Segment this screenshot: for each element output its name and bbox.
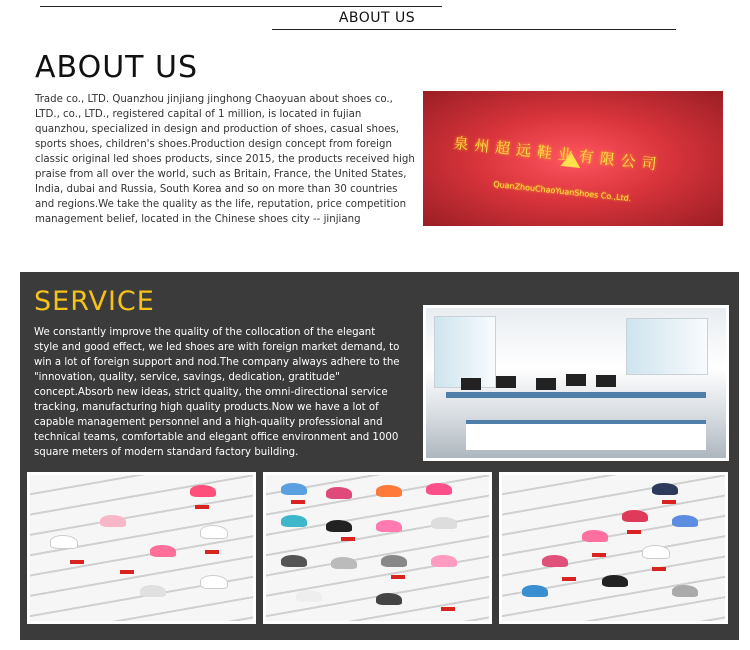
shoe-icon <box>672 515 698 527</box>
header-rule-top <box>40 6 442 7</box>
about-title: ABOUT US <box>35 50 199 85</box>
price-tag <box>341 537 355 541</box>
shoe-icon <box>376 485 402 497</box>
price-tag <box>120 570 134 574</box>
price-tag <box>592 553 606 557</box>
sign-english-text: QuanZhouChaoYuanShoes Co.,Ltd. <box>492 179 632 204</box>
mountain-logo-icon <box>560 152 581 168</box>
price-tag <box>627 530 641 534</box>
service-title: SERVICE <box>34 286 155 317</box>
price-tag <box>291 500 305 504</box>
shoe-wall-photo-2 <box>263 472 492 624</box>
shoe-icon <box>376 593 402 605</box>
header-rule-bottom <box>272 29 676 30</box>
monitor-icon <box>596 375 616 387</box>
service-section <box>20 272 739 640</box>
shoe-icon <box>190 485 216 497</box>
office-desk <box>466 420 706 450</box>
shoe-icon <box>426 483 452 495</box>
sign-chinese-text: 泉州超远鞋业有限公司 <box>452 134 664 174</box>
office-desk <box>446 392 706 398</box>
price-tag <box>70 560 84 564</box>
shoe-icon <box>200 525 228 539</box>
about-description: Trade co., LTD. Quanzhou jinjiang jinghong Chaoyuan about shoes co., LTD., co., LTD., registered capital of 1 million, is located in fujian quanzhou, specialized in design and production of shoes, casual shoes, sports shoes, children's shoes.Production design concept from foreign classic original led shoes products, since 2015, the products received high praise from all over the world, such as Britain, France, the United States, India, dubai and Russia, South Korea and so on more than 30 countries and regions.We take the quality as the life, reputation, price competition management belief, located in the Chinese shoes city -- jinjiang <box>35 94 415 225</box>
section-tab-about-us: ABOUT US <box>338 10 416 26</box>
shoe-icon <box>281 555 307 567</box>
shoe-icon <box>602 575 628 587</box>
shoe-icon <box>326 520 352 532</box>
monitor-icon <box>536 378 556 390</box>
shoe-icon <box>582 530 608 542</box>
shoe-icon <box>200 575 228 589</box>
monitor-icon <box>461 378 481 390</box>
service-description: We constantly improve the quality of the collocation of the elegant style and good effect, we led shoes are with foreign market demand, to win a lot of foreign support and nod.The company always adhere to the "innovation, quality, service, savings, dedication, gratitude" concept.Absorb new ideas, strict quality, the omni-directional service tracking, manufacturing high quality products.Now we have a lot of capable management personnel and a high-quality professional and technical teams, comfortable and elegant office environment and 1000 square meters of modern standard factory building. <box>34 327 400 458</box>
shoe-wall-photo-1 <box>27 472 256 624</box>
shoe-icon <box>622 510 648 522</box>
price-tag <box>562 577 576 581</box>
monitor-icon <box>496 376 516 388</box>
shoe-wall-photo-3 <box>499 472 728 624</box>
shoe-icon <box>150 545 176 557</box>
shoe-icon <box>522 585 548 597</box>
price-tag <box>441 607 455 611</box>
shoe-icon <box>100 515 126 527</box>
shoe-icon <box>50 535 78 549</box>
monitor-icon <box>566 374 586 386</box>
price-tag <box>391 575 405 579</box>
shoe-icon <box>652 483 678 495</box>
shoe-icon <box>381 555 407 567</box>
shoe-icon <box>542 555 568 567</box>
price-tag <box>652 567 666 571</box>
shoe-icon <box>642 545 670 559</box>
price-tag <box>662 500 676 504</box>
shoe-icon <box>296 590 322 602</box>
company-sign-photo <box>423 91 723 226</box>
price-tag <box>205 550 219 554</box>
office-photo <box>423 305 729 461</box>
shoe-icon <box>140 585 166 597</box>
shoe-icon <box>672 585 698 597</box>
shoe-icon <box>331 557 357 569</box>
shoe-icon <box>431 555 457 567</box>
office-window <box>626 318 708 375</box>
shoe-icon <box>326 487 352 499</box>
shoe-icon <box>376 520 402 532</box>
shoe-icon <box>281 515 307 527</box>
price-tag <box>195 505 209 509</box>
shoe-icon <box>281 483 307 495</box>
shoe-icon <box>431 517 457 529</box>
